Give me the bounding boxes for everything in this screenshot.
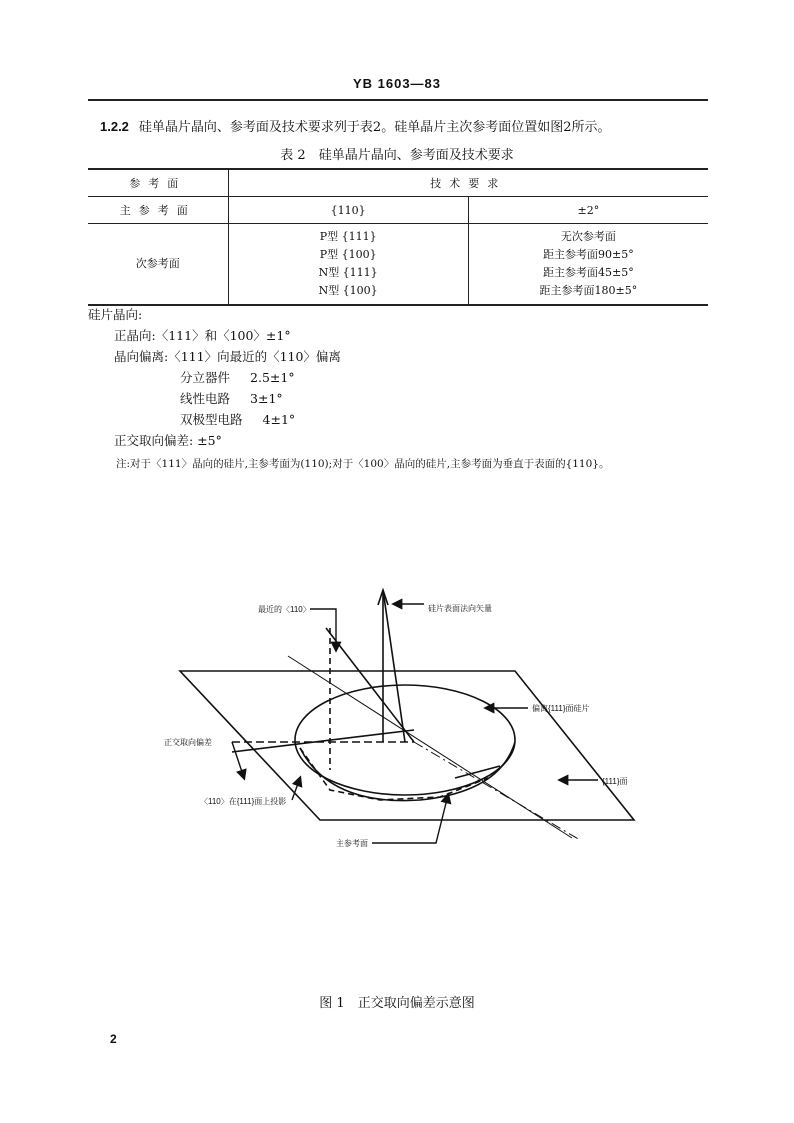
- header-rule: [88, 99, 708, 101]
- table-caption: 表 2 硅单晶片晶向、参考面及技术要求: [280, 148, 514, 163]
- item-name: 双极型电路: [180, 412, 243, 427]
- orientation-title: 硅片晶向:: [88, 307, 143, 322]
- spec-item: 无次参考面: [560, 230, 616, 243]
- deviation-item: [88, 388, 341, 409]
- type-item: P型 {100}: [319, 248, 377, 261]
- label-orthogonal-deviation: 正交取向偏差: [164, 738, 212, 747]
- leader-nearest-110: [310, 609, 336, 650]
- intro-text: 硅单晶片晶向、参考面及技术要求列于表2。硅单晶片主次参考面位置如图2所示。: [138, 120, 611, 135]
- label-surface-normal: 硅片表面法向矢量: [428, 604, 492, 613]
- label-off-wafer: 偏离{111}面硅片: [532, 704, 590, 713]
- label-nearest-110: 最近的〈110〉: [258, 605, 311, 614]
- type-item: P型 {111}: [319, 230, 377, 243]
- header-reference-face: 参考面: [88, 169, 228, 197]
- item-name: 线性电路: [180, 391, 231, 406]
- table-row: [88, 224, 708, 306]
- orientation-diagram: [0, 560, 794, 860]
- spec-item: 距主参考面90±5°: [543, 248, 634, 261]
- secondary-flat-specs: [468, 224, 708, 306]
- header-technical-requirements: 技术要求: [228, 169, 708, 197]
- section-number: 1.2.2: [100, 119, 129, 134]
- type-item: N型 {100}: [318, 284, 378, 297]
- secondary-flat-types: [228, 224, 468, 306]
- table-row: [88, 197, 708, 224]
- primary-flat-tolerance: ±2°: [468, 197, 708, 224]
- deviation-item: [88, 367, 341, 388]
- primary-flat-label: 主参考面: [88, 197, 228, 224]
- page-number: 2: [110, 1032, 117, 1046]
- deviation-item: [88, 409, 341, 430]
- spec-item: 距主参考面45±5°: [543, 266, 634, 279]
- exact-orientation: 正晶向:〈111〉和〈100〉±1°: [114, 328, 291, 343]
- label-primary-flat: 主参考面: [336, 839, 368, 848]
- item-value: 2.5±1°: [250, 370, 295, 385]
- item-name: 分立器件: [180, 370, 231, 385]
- table-note: 注:对于〈111〉晶向的硅片,主参考面为(110);对于〈100〉晶向的硅片,主参考面为垂直于表面的{110}。: [116, 458, 610, 470]
- spec-table: [88, 168, 708, 306]
- orientation-section: [88, 304, 341, 451]
- type-item: N型 {111}: [318, 266, 378, 279]
- primary-flat-orientation: {110}: [228, 197, 468, 224]
- label-projection: 〈110〉在{111}面上投影: [200, 797, 287, 806]
- figure-caption: 图 1 正交取向偏差示意图: [319, 996, 475, 1011]
- orientation-deviation: 晶向偏离:〈111〉向最近的〈110〉偏离: [114, 349, 341, 364]
- spec-item: 距主参考面180±5°: [539, 284, 638, 297]
- label-plane-111: {111}面: [602, 777, 628, 786]
- leader-orthogonal: [232, 742, 244, 778]
- item-value: 3±1°: [250, 391, 283, 406]
- leader-primary-flat: [372, 795, 448, 843]
- orthogonal-deviation: 正交取向偏差: ±5°: [114, 433, 222, 448]
- document-header: YB 1603—83: [352, 76, 442, 91]
- secondary-flat-label: 次参考面: [88, 224, 228, 306]
- intro-paragraph: [100, 116, 610, 135]
- item-value: 4±1°: [262, 412, 296, 427]
- table-header-row: [88, 169, 708, 197]
